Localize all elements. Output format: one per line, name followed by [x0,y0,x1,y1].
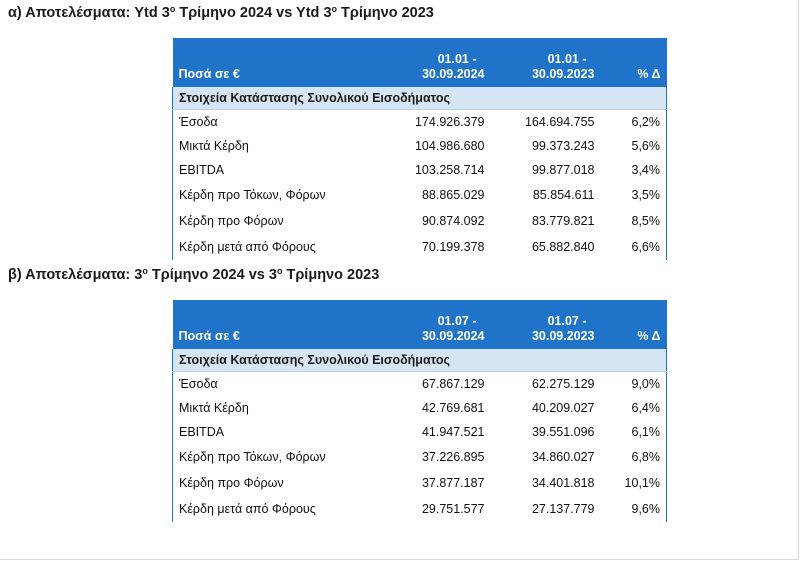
table-row [173,444,667,470]
value-2023: 164.694.755 [524,115,595,129]
row-label: Έσοδα [173,372,381,397]
row-label: EBITDA [173,158,381,182]
heading-text: α) Αποτελέσματα: Ytd 3 [8,5,170,21]
heading-superscript: ο [169,4,176,14]
row-label: Κέρδη προ Φόρων [173,208,381,234]
value-2024: 104.986.680 [414,139,485,153]
percent-change: 3,4% [601,158,667,182]
period-end: 30.09.2023 [531,67,595,81]
results-table-ytd [172,38,667,260]
column-header-change: % Δ [601,38,667,87]
value-2024: 103.258.714 [414,163,485,177]
table-row [173,134,667,158]
column-header-change: % Δ [601,300,667,349]
value-2024: 174.926.379 [414,115,485,129]
table-row [173,470,667,496]
value-2023: 85.854.611 [532,188,595,202]
table-row [173,420,667,444]
period-end: 30.09.2024 [421,329,485,343]
row-label: Μικτά Κέρδη [173,396,381,420]
heading-text: Τρίμηνο 2023 [282,267,380,283]
percent-change: 6,2% [601,110,667,135]
percent-change: 6,8% [601,444,667,470]
heading-superscript: ο [276,266,283,276]
results-table-q3 [172,300,667,522]
section-title-row [173,87,667,110]
section-title: Στοιχεία Κατάστασης Συνολικού Εισοδήματος [173,349,667,372]
value-2023: 83.779.821 [531,214,595,228]
percent-change: 10,1% [601,470,667,496]
column-header-amounts: Ποσά σε € [173,38,381,87]
period-start: 01.07 - [437,314,477,328]
section-title: Στοιχεία Κατάστασης Συνολικού Εισοδήματος [173,87,667,110]
table-row [173,182,667,208]
row-label: Κέρδη προ Τόκων, Φόρων [173,182,381,208]
percent-change: 9,6% [601,496,667,522]
column-header-amounts: Ποσά σε € [173,300,381,349]
value-2023: 99.877.018 [531,163,595,177]
table-row [173,110,667,135]
heading-text: β) Αποτελέσματα: 3 [8,267,143,283]
value-2024: 37.877.187 [421,476,485,490]
table-row [173,234,667,260]
value-2023: 27.137.779 [531,502,595,516]
percent-change: 9,0% [601,372,667,397]
row-label: Κέρδη μετά από Φόρους [173,496,381,522]
section-b-heading [8,266,379,283]
heading-text: Τρίμηνο 2023 [337,5,434,21]
value-2023: 99.373.243 [531,139,595,153]
percent-change: 8,5% [601,208,667,234]
value-2024: 29.751.577 [421,502,485,516]
value-2024: 42.769.681 [421,401,485,415]
row-label: Κέρδη μετά από Φόρους [173,234,381,260]
percent-change: 3,5% [601,182,667,208]
row-label: Μικτά Κέρδη [173,134,381,158]
column-header-period-2024 [381,300,491,349]
percent-change: 6,6% [601,234,667,260]
value-2024: 67.867.129 [421,377,485,391]
percent-change: 6,4% [601,396,667,420]
table-header-row [173,300,667,349]
period-end: 30.09.2023 [531,329,595,343]
value-2024: 88.865.029 [421,188,485,202]
table-header-row [173,38,667,87]
value-2024: 90.874.092 [421,214,485,228]
heading-superscript: ο [142,266,148,276]
section-a-heading [8,4,434,21]
value-2023: 34.860.027 [531,450,595,464]
value-2024: 70.199.378 [421,240,485,254]
value-2023: 39.551.096 [531,425,595,439]
heading-superscript: ο [331,4,338,14]
percent-change: 5,6% [601,134,667,158]
row-label: Κέρδη προ Τόκων, Φόρων [173,444,381,470]
period-start: 01.01 - [547,52,587,66]
period-start: 01.07 - [547,314,587,328]
heading-text: Τρίμηνο 2024 vs 3 [147,267,277,283]
value-2023: 62.275.129 [531,377,595,391]
period-start: 01.01 - [437,52,477,66]
value-2024: 41.947.521 [421,425,485,439]
table-row [173,396,667,420]
row-label: Έσοδα [173,110,381,135]
table-row [173,158,667,182]
table-row [173,208,667,234]
heading-text: Τρίμηνο 2024 vs Ytd 3 [175,5,332,21]
column-header-period-2023 [491,38,601,87]
percent-change: 6,1% [601,420,667,444]
column-header-period-2023 [491,300,601,349]
column-header-period-2024 [381,38,491,87]
value-2023: 40.209.027 [531,401,595,415]
row-label: EBITDA [173,420,381,444]
value-2024: 37.226.895 [421,450,485,464]
table-row [173,496,667,522]
value-2023: 65.882.840 [531,240,595,254]
value-2023: 34.401.818 [531,476,595,490]
section-title-row [173,349,667,372]
table-row [173,372,667,397]
row-label: Κέρδη προ Φόρων [173,470,381,496]
period-end: 30.09.2024 [421,67,485,81]
